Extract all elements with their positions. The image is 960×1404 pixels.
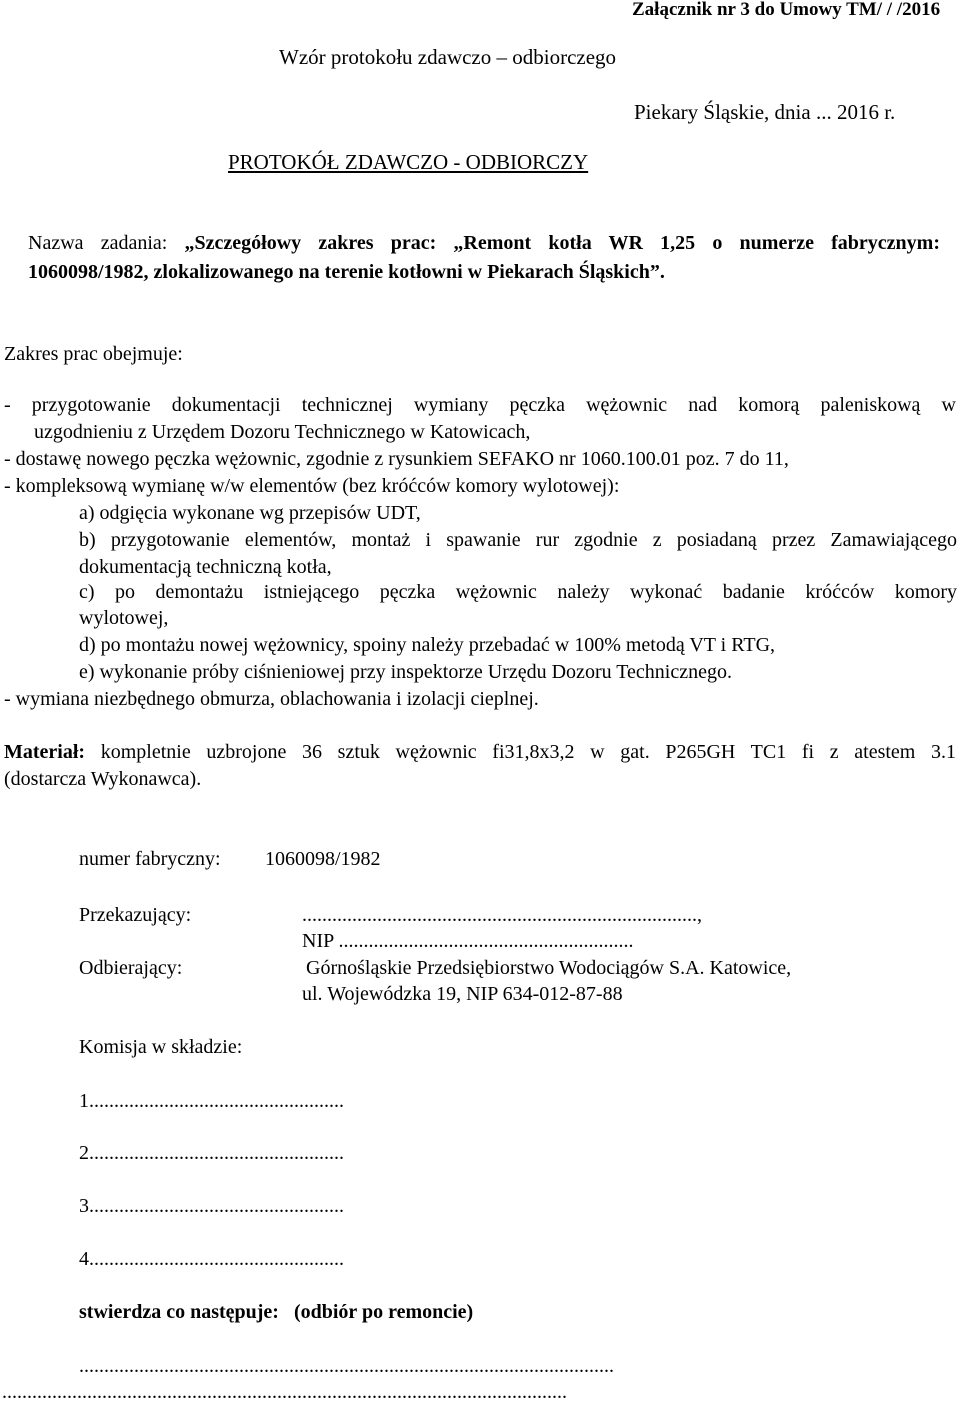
task-line-2: 1060098/1982, zlokalizowanego na terenie kotłowni w Piekarach Śląskich”. — [28, 261, 665, 283]
scope-item-documentation-cont: uzgodnieniu z Urzędem Dozoru Technicznego w Katowicach, — [34, 421, 531, 443]
commission-member-2: 2................................................... — [79, 1142, 344, 1164]
serial-value: 1060098/1982 — [265, 848, 381, 870]
material-line-2: (dostarcza Wykonawca). — [4, 768, 202, 790]
receiver-value: Górnośląskie Przedsiębiorstwo Wodociągów S.A. Katowice, — [306, 957, 792, 979]
scope-sub-c-cont: wylotowej, — [79, 607, 169, 629]
material-line — [4, 740, 956, 764]
receiver-label: Odbierający: — [79, 957, 183, 979]
task-label: Nazwa zadania: — [28, 232, 168, 254]
place-date: Piekary Śląskie, dnia ... 2016 r. — [634, 100, 896, 124]
material-text: kompletnie uzbrojone 36 sztuk wężownic fi31,8x3,2 w gat. P265GH TC1 fi z atestem 3.1 — [100, 741, 957, 763]
task-line-1 — [28, 231, 940, 255]
scope-sub-a: a) odgięcia wykonane wg przepisów UDT, — [79, 502, 421, 524]
commission-member-4: 4................................................... — [79, 1248, 344, 1270]
commission-member-1: 1................................................... — [79, 1090, 344, 1112]
scope-sub-d: d) po montażu nowej wężownicy, spoiny należy przebadać w 100% metodą VT i RTG, — [79, 634, 776, 656]
material-label: Materiał: — [4, 741, 86, 763]
receiver-address: ul. Wojewódzka 19, NIP 634-012-87-88 — [302, 983, 623, 1005]
scope-sub-c: c) po demontażu istniejącego pęczka wężownic należy wykonać badanie króćców komory — [79, 581, 957, 603]
form-title: Wzór protokołu zdawczo – odbiorczego — [279, 45, 617, 69]
commission-label: Komisja w składzie: — [79, 1036, 243, 1058]
transfer-value: ..............................................................................., — [302, 904, 702, 926]
scope-item-replacement: - kompleksową wymianę w/w elementów (bez króćców komory wylotowej): — [4, 475, 620, 497]
commission-member-3: 3................................................... — [79, 1195, 344, 1217]
scope-sub-e: e) wykonanie próby ciśnieniowej przy inspektorze Urzędu Dozoru Technicznego. — [79, 661, 732, 683]
task-title-part1: „Szczegółowy zakres prac: „Remont kotła WR 1,25 o numerze fabrycznym: — [184, 232, 940, 254]
findings-label: stwierdza co następuje: — [79, 1301, 279, 1323]
scope-heading: Zakres prac obejmuje: — [4, 343, 183, 365]
serial-label: numer fabryczny: — [79, 848, 221, 870]
protocol-title: PROTOKÓŁ ZDAWCZO - ODBIORCZY — [228, 150, 589, 174]
scope-sub-b-cont: dokumentacją techniczną kotła, — [79, 556, 332, 578]
transfer-label: Przekazujący: — [79, 904, 192, 926]
findings-dots-2: ................................................................................................................. — [2, 1381, 567, 1403]
scope-item-documentation: - przygotowanie dokumentacji technicznej wymiany pęczka wężownic nad komorą paleniskową w — [4, 394, 956, 416]
scope-item-insulation: - wymiana niezbędnego obmurza, oblachowania i izolacji cieplnej. — [4, 688, 539, 710]
transfer-nip: NIP ........................................................... — [302, 930, 634, 952]
findings-note: (odbiór po remoncie) — [293, 1301, 474, 1323]
findings-dots-1: ........................................................................................................... — [79, 1355, 614, 1377]
attachment-note: Załącznik nr 3 do Umowy TM/ / /2016 — [632, 0, 941, 20]
scope-item-delivery: - dostawę nowego pęczka wężownic, zgodnie z rysunkiem SEFAKO nr 1060.100.01 poz. 7 do 11, — [4, 448, 789, 470]
findings-line — [79, 1300, 473, 1324]
scope-sub-b: b) przygotowanie elementów, montaż i spawanie rur zgodnie z posiadaną przez Zamawiającego — [79, 529, 957, 551]
